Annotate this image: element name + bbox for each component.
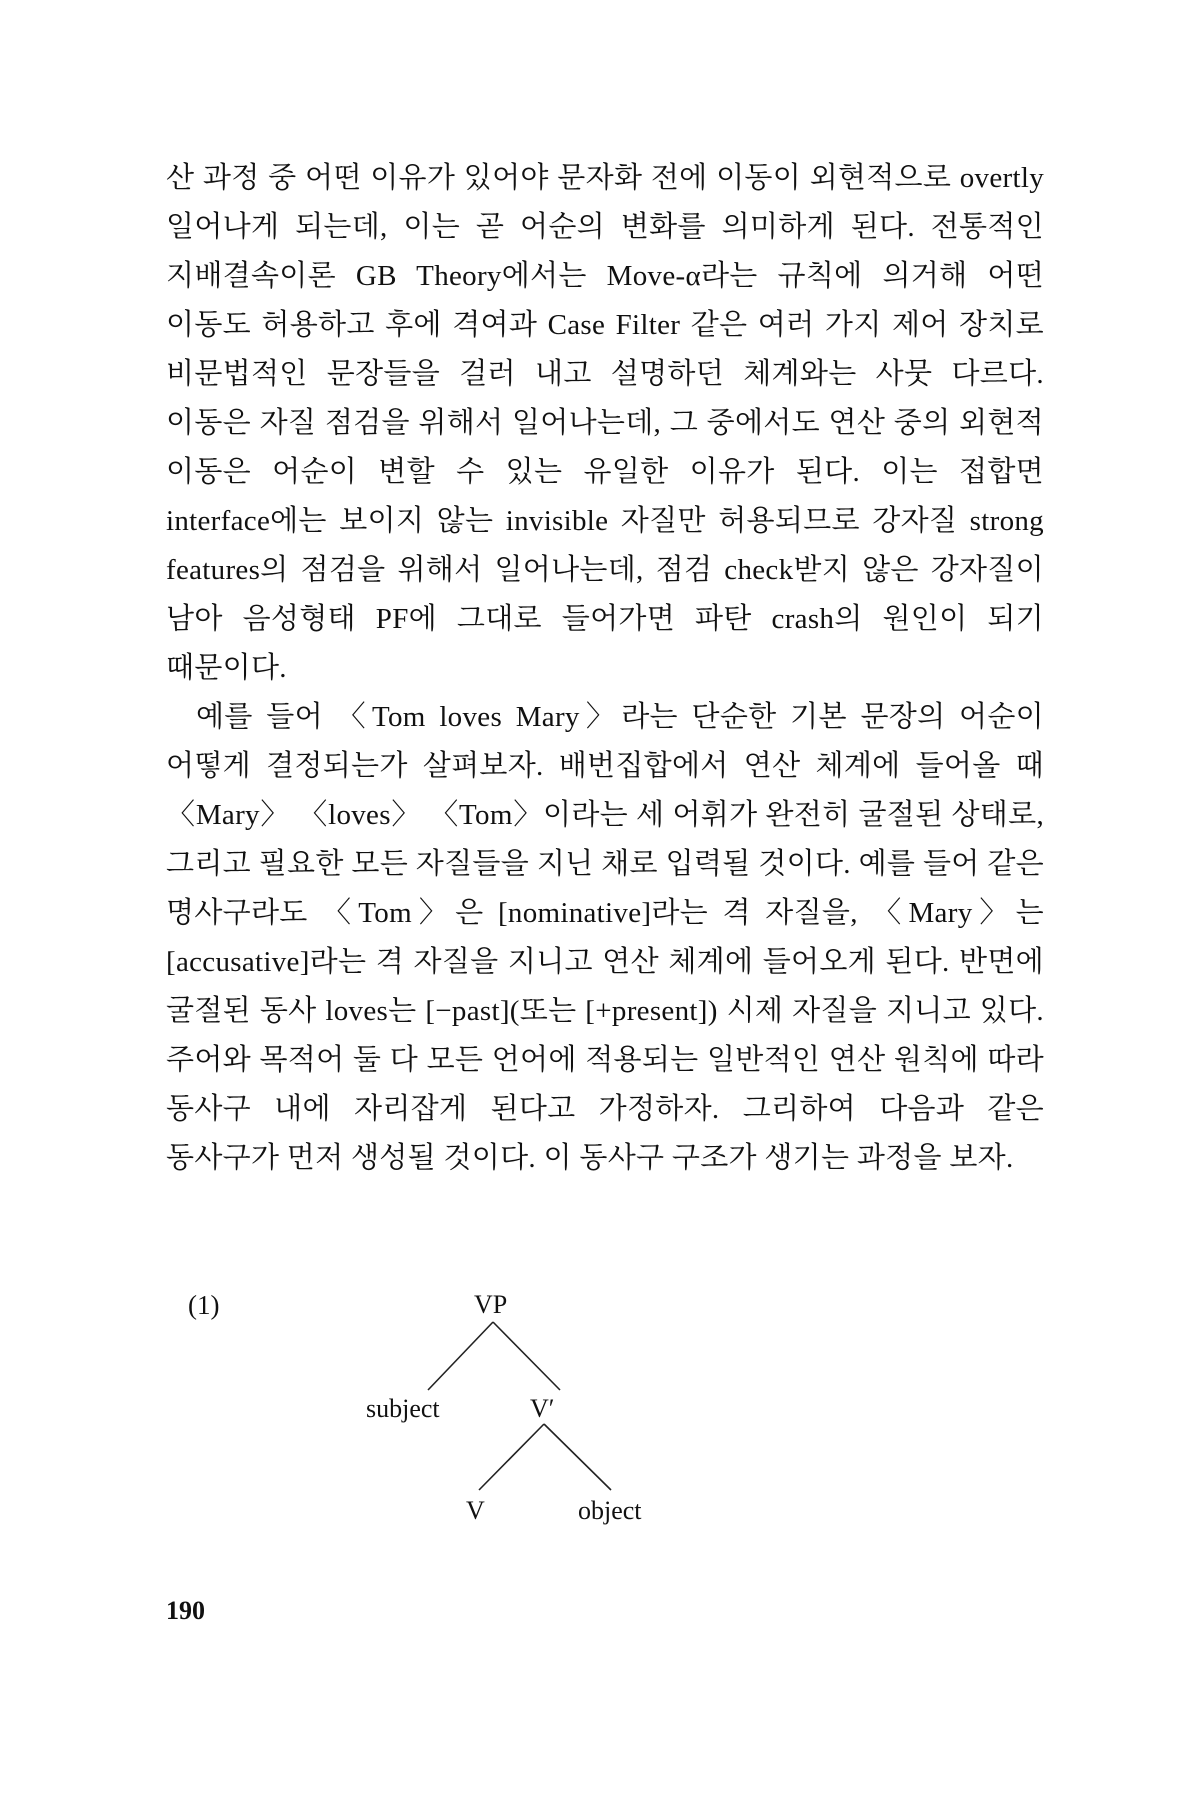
page-number: 190 [166, 1596, 205, 1625]
branch-vp-subject [428, 1322, 493, 1390]
node-subject: subject [366, 1394, 440, 1423]
node-object: object [578, 1496, 642, 1525]
branch-vbar-object [544, 1424, 611, 1490]
body-text [166, 154, 1044, 1183]
paragraph-2: 예를 들어 〈Tom loves Mary〉라는 단순한 기본 문장의 어순이 어떻게 결정되는가 살펴보자. 배번집합에서 연산 체계에 들어올 때 〈Mary〉 〈loves〉 〈Tom〉이라는 세 어휘가 완전히 굴절된 상태로, 그리고 필요한 모든 자질들을 지닌 채로 입력될 것이다. 예를 들어 같은 명사구라도 〈Tom〉은 [nominative]라는 격 자질을, 〈Mary〉는 [accusative]라는 격 자질을 지니고 연산 체계에 들어오게 된다. 반면에 굴절된 동사 loves는 [−past](또는 [+present]) 시제 자질을 지니고 있다. 주어와 목적어 둘 다 모든 언어에 적용되는 일반적인 연산 원칙에 따라 동사구 내에 자리잡게 된다고 가정하자. 그리하여 다음과 같은 동사구가 먼저 생성될 것이다. 이 동사구 구조가 생기는 과정을 보자. [166, 701, 1044, 1174]
branch-vp-vbar [493, 1322, 560, 1390]
branch-vbar-v [479, 1424, 544, 1490]
node-v: V [466, 1496, 485, 1525]
example-number: (1) [188, 1290, 220, 1320]
example-tree-figure [166, 1290, 1044, 1550]
node-vbar: V′ [530, 1394, 555, 1423]
node-vp: VP [474, 1290, 508, 1319]
paragraph-1: 산 과정 중 어떤 이유가 있어야 문자화 전에 이동이 외현적으로 overtly 일어나게 되는데, 이는 곧 어순의 변화를 의미하게 된다. 전통적인 지배결속이론 GB Theory에서는 Move-α라는 규칙에 의거해 어떤 이동도 허용하고 후에 격여과 Case Filter 같은 여러 가지 제어 장치로 비문법적인 문장들을 걸러 내고 설명하던 체계와는 사뭇 다르다. 이동은 자질 점검을 위해서 일어나는데, 그 중에서도 연산 중의 외현적 이동은 어순이 변할 수 있는 유일한 이유가 된다. 이는 접합면 interface에는 보이지 않는 invisible 자질만 허용되므로 강자질 strong features의 점검을 위해서 일어나는데, 점검 check받지 않은 강자질이 남아 음성형태 PF에 그대로 들어가면 파탄 crash의 원인이 되기 때문이다. [166, 162, 1044, 684]
